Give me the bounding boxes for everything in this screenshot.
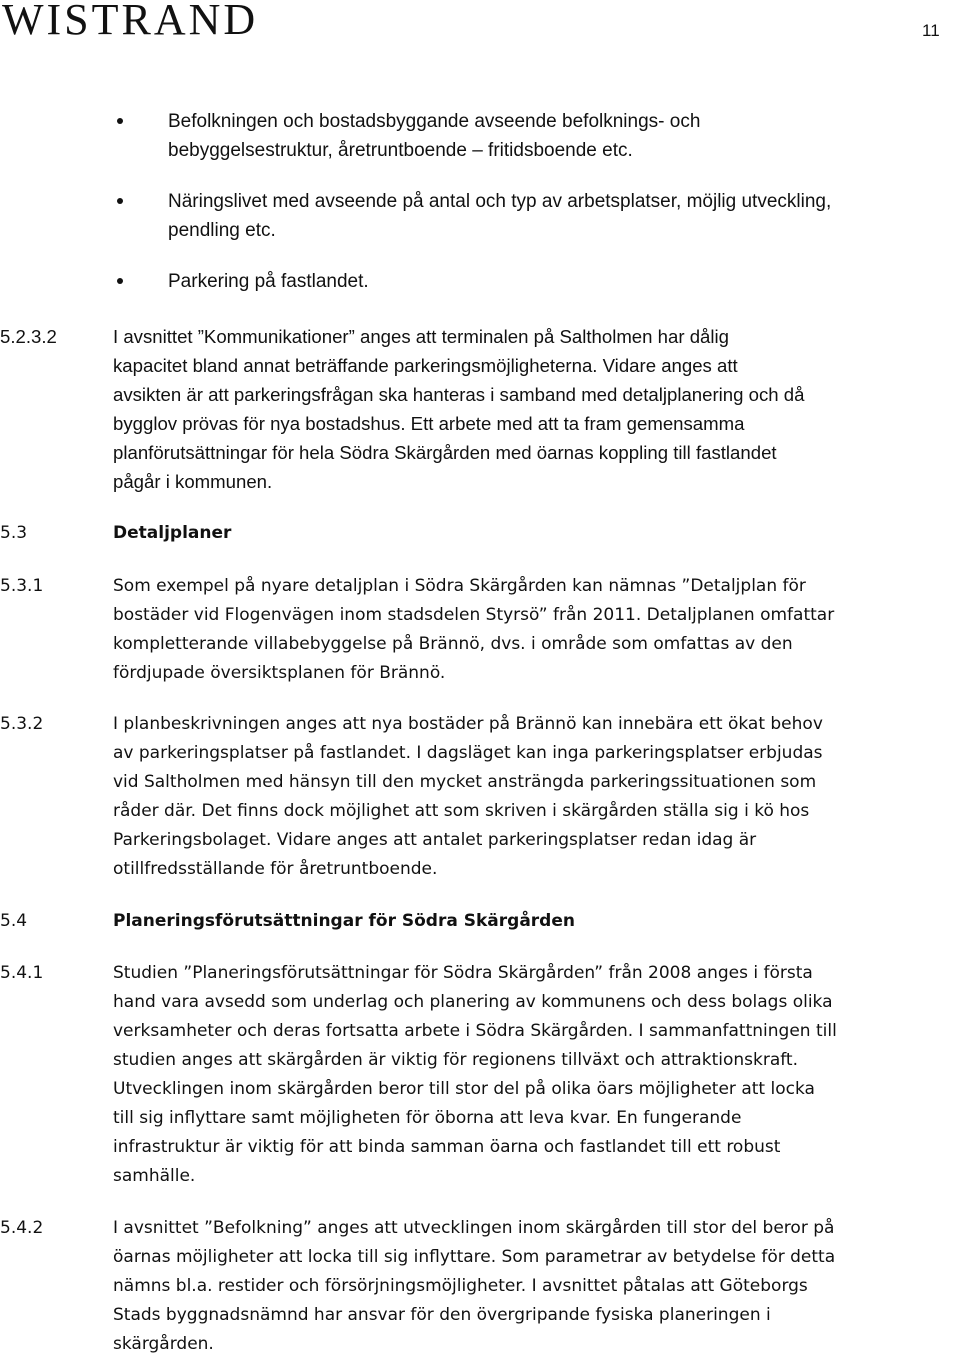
bullet-item bbox=[0, 267, 960, 296]
section-heading: Planeringsförutsättningar för Södra Skärgården bbox=[113, 911, 575, 931]
bullet-item bbox=[0, 107, 960, 165]
bullet-text: Befolkningen och bostadsbyggande avseende befolknings- och bebyggelsestruktur, åretruntboende – fritidsboende etc. bbox=[168, 111, 701, 161]
section-text: Som exempel på nyare detaljplan i Södra Skärgården kan nämnas ”Detaljplan för bostäder vid Flogenvägen inom stadsdelen Styrsö” från 2011. Detaljplanen omfattar kompletterande villabebyggelse på Brännö, dvs. i område som omfattas av den fördjupade översiktsplanen för Brännö. bbox=[113, 576, 835, 683]
section-text: I planbeskrivningen anges att nya bostäder på Brännö kan innebära ett ökat behov av parkeringsplatser på fastlandet. I dagsläget kan inga parkeringsplatser erbjudas vid Saltholmen med hänsyn till den mycket ansträngda parkeringssituationen som råder där. Det finns dock möjlighet att som skriven i skärgården ställa sig i kö hos Parkeringsbolaget. Vidare anges att antalet parkeringsplatser redan idag är otillfredsställande för åretruntboende. bbox=[113, 714, 823, 879]
section-text: I avsnittet ”Befolkning” anges att utvecklingen inom skärgården till stor del beror på öarnas möjligheter att locka till sig inflyttare. Som parametrar av betydelse för detta nämns bl.a. restider och försörjningsmöjligheter. I avsnittet påtalas att Göteborgs Stads byggnadsnämnd har ansvar för den övergripande fysiska planeringen i skärgården. bbox=[113, 1218, 836, 1354]
bullet-dot-icon bbox=[117, 278, 123, 284]
page-number: 11 bbox=[922, 21, 940, 40]
section-number: 5.2.3.2 bbox=[0, 326, 57, 347]
section-number: 5.3.2 bbox=[0, 714, 44, 734]
bullet-text: Näringslivet med avseende på antal och typ av arbetsplatser, möjlig utveckling, pendling etc. bbox=[168, 191, 832, 241]
section-text: Studien ”Planeringsförutsättningar för Södra Skärgården” från 2008 anges i första hand vara avsedd som underlag och planering av kommunens och dess bolags olika verksamheter och deras fortsatta arbete i Södra Skärgården. I sammanfattningen till studien anges att skärgården är viktig för regionens tillväxt och attraktionskraft. Utvecklingen inom skärgården beror till stor del på olika öars möjligheter att locka till sig inflyttare samt möjligheten för öborna att leva kvar. En fungerande infrastruktur är viktig för att binda samman öarna och fastlandet till ett robust samhälle. bbox=[113, 963, 837, 1186]
bullet-dot-icon bbox=[117, 198, 123, 204]
bullet-list bbox=[0, 107, 960, 318]
bullet-text: Parkering på fastlandet. bbox=[168, 271, 369, 292]
section-number: 5.4 bbox=[0, 911, 28, 931]
section-text: I avsnittet ”Kommunikationer” anges att terminalen på Saltholmen har dålig kapacitet bland annat beträffande parkeringsmöjligheterna. Vidare anges att avsikten är att parkeringsfrågan ska hanteras i samband med detaljplanering och då bygglov prövas för nya bostadshus. Ett arbete med att ta fram gemensamma planförutsättningar för hela Södra Skärgården med öarnas koppling till fastlandet pågår i kommunen. bbox=[113, 326, 805, 492]
section-number: 5.3.1 bbox=[0, 576, 44, 596]
bullet-item bbox=[0, 187, 960, 245]
section-number: 5.4.1 bbox=[0, 963, 44, 983]
section-heading: Detaljplaner bbox=[113, 523, 232, 543]
bullet-dot-icon bbox=[117, 118, 123, 124]
section-number: 5.3 bbox=[0, 523, 28, 543]
company-logo: WISTRAND bbox=[2, 0, 259, 44]
section-number: 5.4.2 bbox=[0, 1218, 44, 1238]
